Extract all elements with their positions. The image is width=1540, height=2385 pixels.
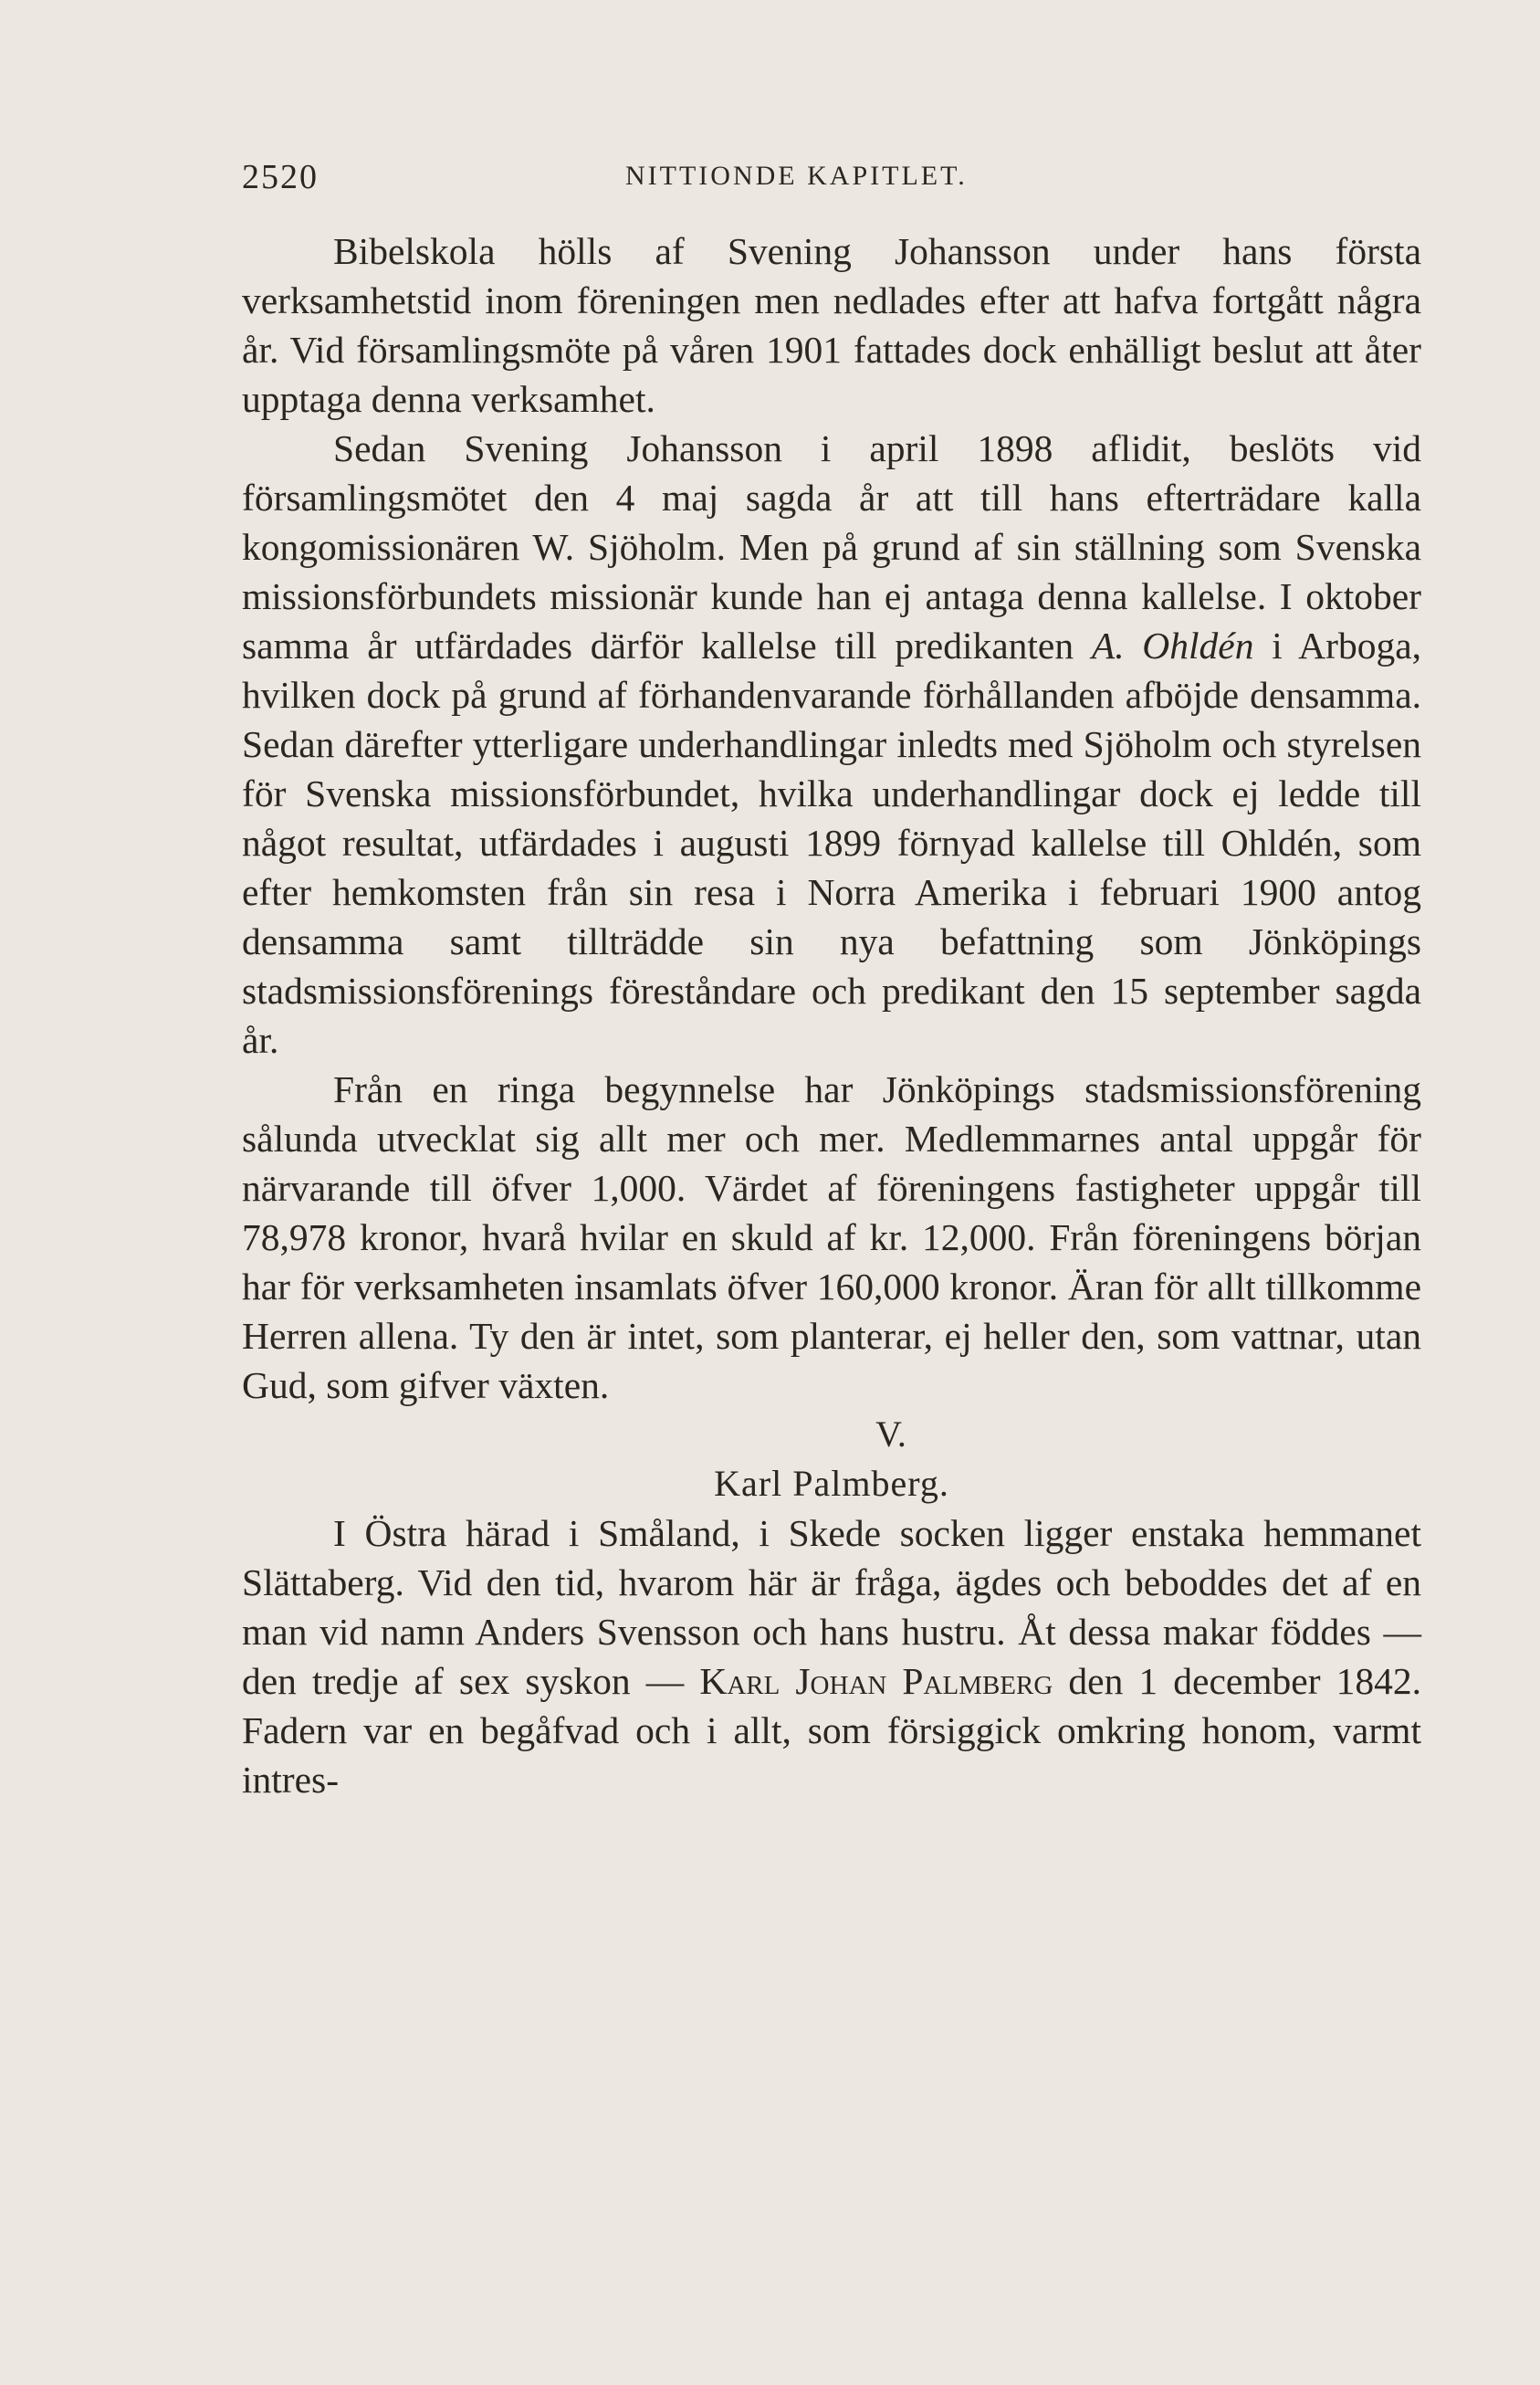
section-title: Karl Palmberg.: [714, 1463, 949, 1504]
page-header: [242, 157, 1420, 203]
body-text: [242, 226, 1421, 1804]
paragraph-succession-continued: i Arboga, hvilken dock på grund af förhandenvarande förhållanden afböjde densamma. Sedan därefter ytterligare underhandlingar inledts med Sjöholm och styrelsen för Svenska missionsförbundet, hvilka underhandlingar dock ej ledde till något resultat, utfärdades i augusti 1899 förnyad kallelse till Ohldén, som efter hemkomsten från sin resa i Norra Amerika i februari 1900 antog densamma samt tillträdde sin nya befattning som Jönköpings stadsmissionsförenings föreståndare och predikant den 15 september sagda år.: [242, 625, 1422, 1061]
final-paragraph-after: den 1 december 1842. Fadern var en begåfvad och i allt, som försiggick omkring honom, varmt intres-: [242, 1660, 1422, 1801]
paragraph-succession: [242, 424, 1421, 1065]
italic-name-ohlden: A. Ohldén: [1091, 625, 1254, 667]
paragraph-karl-palmberg: [242, 1508, 1421, 1804]
running-title: NITTIONDE KAPITLET.: [625, 161, 968, 191]
paragraph-bible-school: Bibelskola hölls af Svening Johansson under hans första verksamhetstid inom föreningen men nedlades efter att hafva fortgått några år. Vid församlingsmöte på våren 1901 fattades dock enhälligt beslut att åter upptaga denna verksamhet.: [242, 230, 1421, 420]
page-number: 2520: [242, 158, 319, 196]
paragraph-growth: Från en ringa begynnelse har Jönköpings stadsmissionsförening sålunda utvecklat sig allt mer och mer. Medlemmarnes antal uppgår för närvarande till öfver 1,000. Värdet af föreningens fastigheter uppgår till 78,978 kronor, hvarå hvilar en skuld af kr. 12,000. Från föreningens början har för verksamheten insamlats öfver 160,000 kronor. Äran för allt tillkomme Herren allena. Ty den är intet, som planterar, ej heller den, som vattnar, utan Gud, som gifver växten.: [242, 1068, 1421, 1406]
final-paragraph-before: I Östra härad i Småland, i Skede socken ligger enstaka hemmanet Slättaberg. Vid den tid, hvarom här är fråga, ägdes och beboddes det af en man vid namn Anders Svensson och hans hustru. Åt dessa makar föddes — den tredje af sex syskon —: [242, 1512, 1421, 1702]
paragraph-succession-text: Sedan Svening Johansson i april 1898 aflidit, beslöts vid församlingsmötet den 4 maj sagda år att till hans efterträdare kalla kongomissionären W. Sjöholm. Men på grund af sin ställning som Svenska missionsförbundets missionär kunde han ej antaga denna kallelse. I oktober samma år utfärdades därför kallelse till predikanten: [242, 427, 1421, 667]
section-number: V.: [875, 1413, 906, 1455]
small-caps-name: Karl Johan Palmberg: [699, 1660, 1053, 1702]
